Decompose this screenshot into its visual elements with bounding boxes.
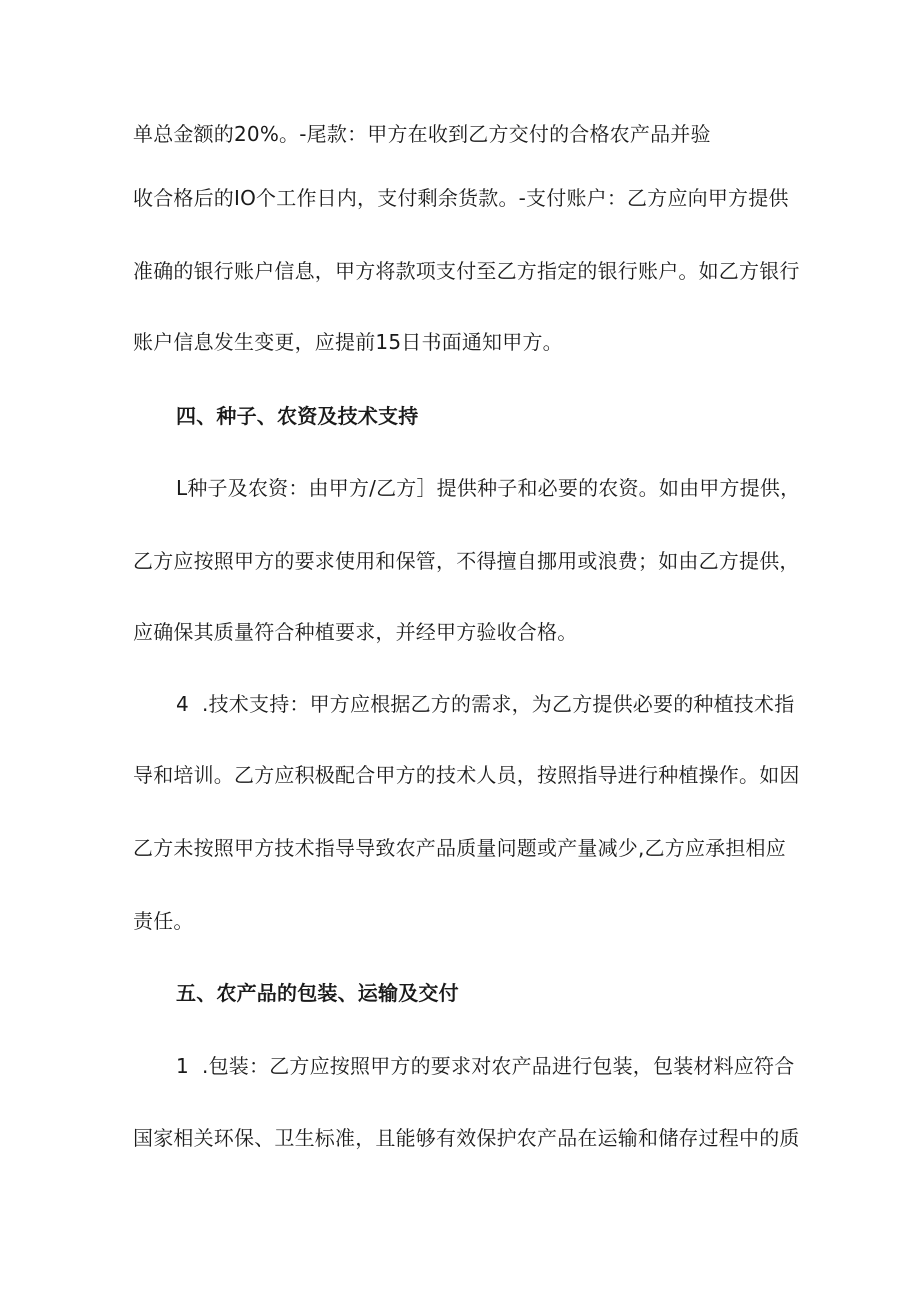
paragraph-line: 导和培训。乙方应积极配合甲方的技术人员，按照指导进行种植操作。如因	[133, 763, 800, 787]
paragraph-line: 乙方未按照甲方技术指导导致农产品质量问题或产量减少,乙方应承担相应	[133, 836, 786, 860]
paragraph-line: 收合格后的IO个工作日内，支付剩余货款。-支付账户：乙方应向甲方提供	[133, 186, 789, 210]
paragraph-line: L种子及农资：由甲方/乙方］提供种子和必要的农资。如由甲方提供，	[176, 476, 801, 500]
paragraph-line: 单总金额的20%。-尾款：甲方在收到乙方交付的合格农产品并验	[133, 122, 711, 146]
paragraph-line: 乙方应按照甲方的要求使用和保管，不得擅自挪用或浪费；如由乙方提供，	[133, 549, 800, 573]
paragraph-line: 准确的银行账户信息，甲方将款项支付至乙方指定的银行账户。如乙方银行	[133, 259, 800, 283]
paragraph-line: 1 .包装：乙方应按照甲方的要求对农产品进行包装，包装材料应符合	[176, 1054, 795, 1078]
paragraph-line: 责任。	[133, 909, 194, 933]
paragraph-line: 应确保其质量符合种植要求，并经甲方验收合格。	[133, 620, 578, 644]
paragraph-line: 账户信息发生变更，应提前15日书面通知甲方。	[133, 330, 563, 354]
section-heading: 四、种子、农资及技术支持	[176, 404, 419, 428]
section-heading: 五、农产品的包装、运输及交付	[176, 981, 459, 1005]
paragraph-line: 国家相关环保、卫生标准，且能够有效保护农产品在运输和储存过程中的质	[133, 1126, 800, 1150]
paragraph-line: 4 .技术支持：甲方应根据乙方的需求，为乙方提供必要的种植技术指	[176, 692, 795, 716]
